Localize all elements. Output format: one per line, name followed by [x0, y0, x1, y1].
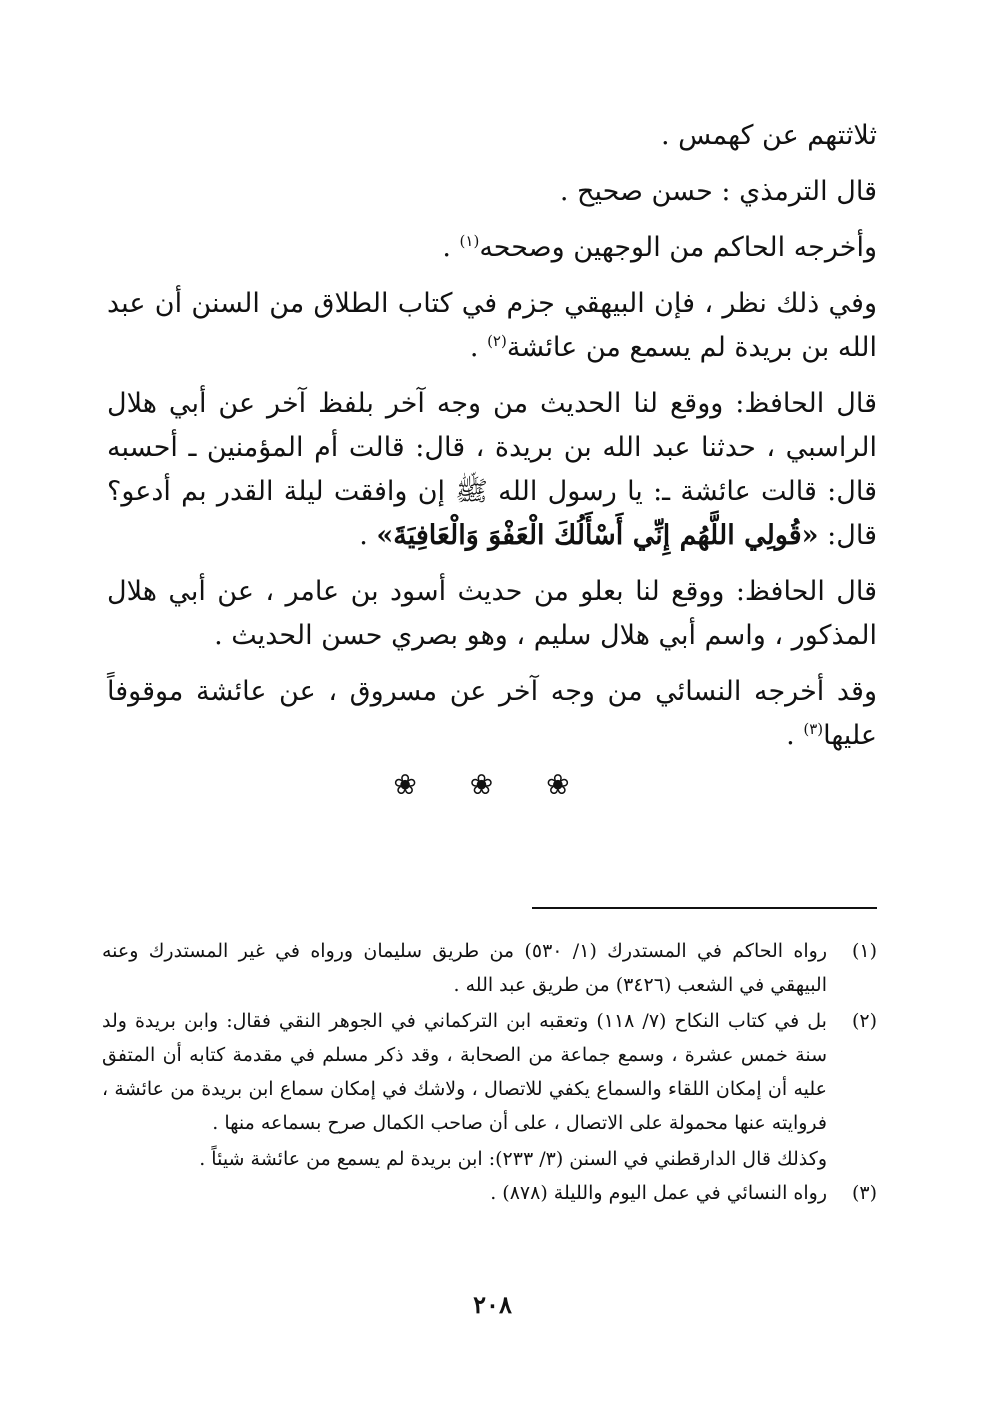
- footnote-number: (٢): [851, 1010, 877, 1032]
- main-text: [107, 114, 877, 770]
- paragraph-text: وأخرجه الحاكم من الوجهين وصححه: [479, 232, 877, 263]
- paragraph: [107, 670, 877, 758]
- footnote-text: بل في كتاب النكاح (٧/ ١١٨) وتعقبه ابن التركماني في الجوهر النقي فقال: وابن بريدة ولد سنة خمس عشرة ، وسمع جماعة من الصحابة ، وقد ذكر مسلم في مقدمة كتابه أن المتفق عليه أن إمكان اللقاء والسماع يكفي للاتصال ، ولاشك في إمكان سماع ابن بريدة من عائشة ، فروايته عنها محمولة على الاتصال ، على أن صاحب الكمال صرح بسماعه منها .: [102, 1010, 827, 1134]
- paragraph-tail: .: [442, 232, 460, 263]
- paragraph: [107, 114, 877, 158]
- paragraph-tail: .: [469, 332, 488, 363]
- paragraph: [107, 226, 877, 270]
- hadith-quote: «قُولِي اللَّهُم إِنِّي أَسْأَلُكَ الْعَفْوَ وَالْعَافِيَةَ»: [376, 520, 819, 551]
- section-separator: ❀ ❀ ❀: [393, 768, 592, 801]
- paragraph-text: ثلاثتهم عن كهمس .: [660, 120, 877, 151]
- footnote: [102, 1004, 877, 1140]
- footnotes: [102, 934, 877, 1212]
- paragraph: [107, 170, 877, 214]
- paragraph-text: وفي ذلك نظر ، فإن البيهقي جزم في كتاب الطلاق من السنن أن عبد الله بن بريدة لم يسمع من عائشة: [107, 288, 877, 363]
- footnote-divider: [532, 907, 877, 909]
- footnote-number: (٣): [851, 1182, 877, 1204]
- footnote: [102, 1176, 877, 1210]
- footnote-ref: (٣): [803, 720, 824, 738]
- paragraph-tail: .: [786, 720, 804, 751]
- footnote-number: (١): [851, 940, 877, 962]
- footnote-ref: (١): [459, 232, 480, 250]
- footnote-text: رواه الحاكم في المستدرك (١/ ٥٣٠) من طريق سليمان ورواه في غير المستدرك وعنه البيهقي في الشعب (٣٤٢٦) من طريق عبد الله .: [102, 940, 827, 996]
- paragraph-text: وقد أخرجه النسائي من وجه آخر عن مسروق ، عن عائشة موقوفاً عليها: [107, 676, 877, 751]
- footnote: [102, 934, 877, 1002]
- paragraph-text: قال الترمذي : حسن صحيح .: [559, 176, 877, 207]
- paragraph-tail: .: [359, 520, 377, 551]
- paragraph: [107, 282, 877, 370]
- footnote-continuation: وكذلك قال الدارقطني في السنن (٣/ ٢٣٣): ابن بريدة لم يسمع من عائشة شيئاً .: [199, 1148, 827, 1170]
- paragraph-text: قال الحافظ: ووقع لنا الحديث من وجه آخر بلفظ آخر عن أبي هلال الراسبي ، حدثنا عبد الله بن بريدة ، قال: قالت أم المؤمنين ـ أحسبه قال: قالت عائشة ـ: يا رسول الله ﷺ إن وافقت ليلة القدر بم أدعو؟ قال:: [107, 388, 877, 551]
- footnote-text: رواه النسائي في عمل اليوم والليلة (٨٧٨) .: [490, 1182, 827, 1204]
- page-number: ٢٠٨: [473, 1290, 512, 1319]
- paragraph: [107, 570, 877, 658]
- paragraph: [107, 382, 877, 558]
- paragraph-text: قال الحافظ: ووقع لنا بعلو من حديث أسود بن عامر ، عن أبي هلال المذكور ، واسم أبي هلال سليم ، وهو بصري حسن الحديث .: [107, 576, 877, 651]
- footnote-ref: (٢): [487, 332, 507, 350]
